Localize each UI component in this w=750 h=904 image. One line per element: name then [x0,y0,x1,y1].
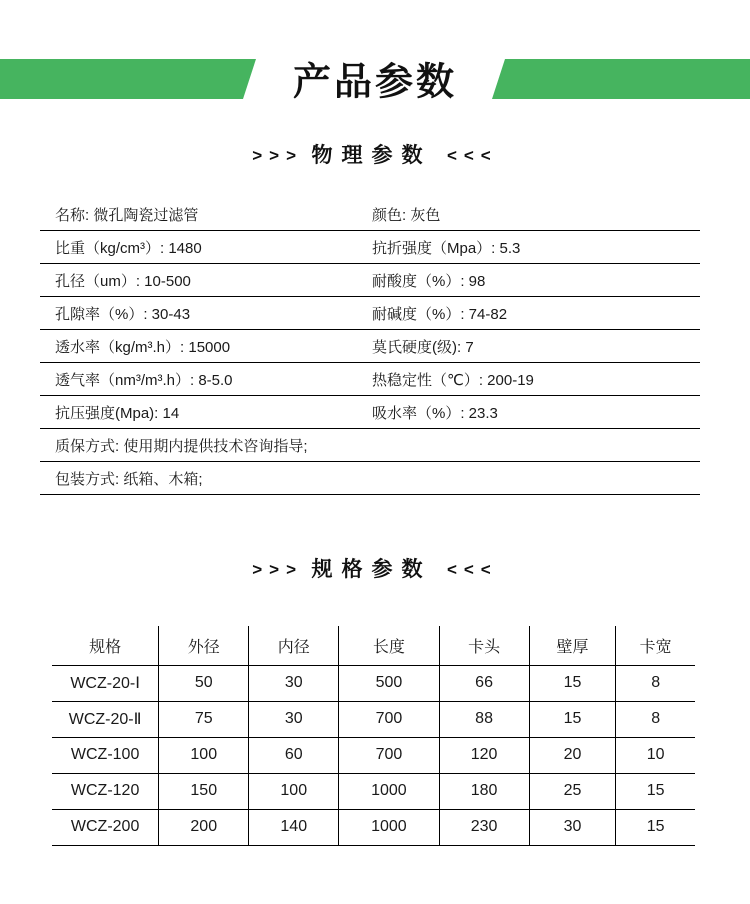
cell-value: 100 [159,737,249,773]
cell-value: 8 [616,701,695,737]
heading-arrows-right: <<< [446,560,498,579]
cell-value: 25 [529,773,616,809]
cell-value: 30 [249,665,339,701]
param-acid-resistance: 耐酸度（%）: 98 [372,272,486,290]
param-air-permeability: 透气率（nm³/m³.h）: 8-5.0 [55,371,233,389]
spec-table [52,626,695,846]
cell-model: WCZ-200 [52,809,159,845]
cell-value: 120 [439,737,529,773]
table-row [40,396,700,429]
cell-value: 140 [249,809,339,845]
cell-value: 700 [339,737,439,773]
spec-section-heading [0,556,750,586]
col-header-clamp-head: 卡头 [439,626,529,665]
param-alkali-resistance: 耐碱度（%）: 74-82 [372,305,508,323]
table-row [52,701,695,737]
cell-value: 10 [616,737,695,773]
heading-arrows-right: <<< [446,146,498,165]
param-mohs-hardness: 莫氏硬度(级): 7 [372,338,474,356]
cell-value: 100 [249,773,339,809]
cell-value: 15 [616,773,695,809]
table-row [52,737,695,773]
param-color: 颜色: 灰色 [372,206,441,224]
spec-header-row [52,626,695,665]
table-row [40,330,700,363]
param-compressive-strength: 抗压强度(Mpa): 14 [55,404,180,422]
param-thermal-stability: 热稳定性（℃）: 200-19 [372,371,534,389]
param-packaging: 包装方式: 纸箱、木箱; [55,470,203,488]
spec-section-title: 规格参数 [311,558,432,581]
cell-value: 1000 [339,773,439,809]
param-porosity: 孔隙率（%）: 30-43 [55,305,191,323]
physical-section-title: 物理参数 [311,144,432,167]
cell-model: WCZ-120 [52,773,159,809]
table-row [40,198,700,231]
table-row [40,231,700,264]
cell-value: 30 [529,809,616,845]
cell-value: 230 [439,809,529,845]
cell-model: WCZ-100 [52,737,159,773]
col-header-wall-thickness: 壁厚 [529,626,616,665]
cell-model: WCZ-20-Ⅰ [52,665,159,701]
cell-value: 50 [159,665,249,701]
col-header-clamp-width: 卡宽 [616,626,695,665]
cell-value: 15 [529,701,616,737]
param-pore-size: 孔径（um）: 10-500 [55,272,191,290]
table-row [40,363,700,396]
physical-params-table [40,198,700,495]
col-header-inner-diameter: 内径 [249,626,339,665]
table-row [40,462,700,495]
param-name: 名称: 微孔陶瓷过滤管 [55,206,199,224]
page-title: 产品参数 [292,61,457,104]
cell-value: 700 [339,701,439,737]
col-header-model: 规格 [52,626,159,665]
heading-arrows-left: >>> [252,146,304,165]
cell-value: 30 [249,701,339,737]
cell-value: 75 [159,701,249,737]
heading-arrows-left: >>> [252,560,304,579]
cell-value: 1000 [339,809,439,845]
col-header-length: 长度 [339,626,439,665]
cell-value: 15 [529,665,616,701]
table-row [40,429,700,462]
table-row [52,665,695,701]
cell-value: 200 [159,809,249,845]
cell-value: 8 [616,665,695,701]
table-row [40,264,700,297]
table-row [40,297,700,330]
param-water-permeability: 透水率（kg/m³.h）: 15000 [55,338,231,356]
cell-value: 500 [339,665,439,701]
cell-value: 66 [439,665,529,701]
param-water-absorption: 吸水率（%）: 23.3 [372,404,498,422]
cell-value: 150 [159,773,249,809]
cell-model: WCZ-20-Ⅱ [52,701,159,737]
cell-value: 180 [439,773,529,809]
cell-value: 88 [439,701,529,737]
table-row [52,809,695,845]
physical-section-heading [0,142,750,172]
cell-value: 20 [529,737,616,773]
table-row [52,773,695,809]
cell-value: 15 [616,809,695,845]
cell-value: 60 [249,737,339,773]
param-density: 比重（kg/cm³）: 1480 [55,239,202,257]
param-warranty: 质保方式: 使用期内提供技术咨询指导; [55,437,308,455]
col-header-outer-diameter: 外径 [159,626,249,665]
param-flexural-strength: 抗折强度（Mpa）: 5.3 [372,239,521,257]
product-parameters-page [0,59,750,904]
header-banner [0,59,750,104]
